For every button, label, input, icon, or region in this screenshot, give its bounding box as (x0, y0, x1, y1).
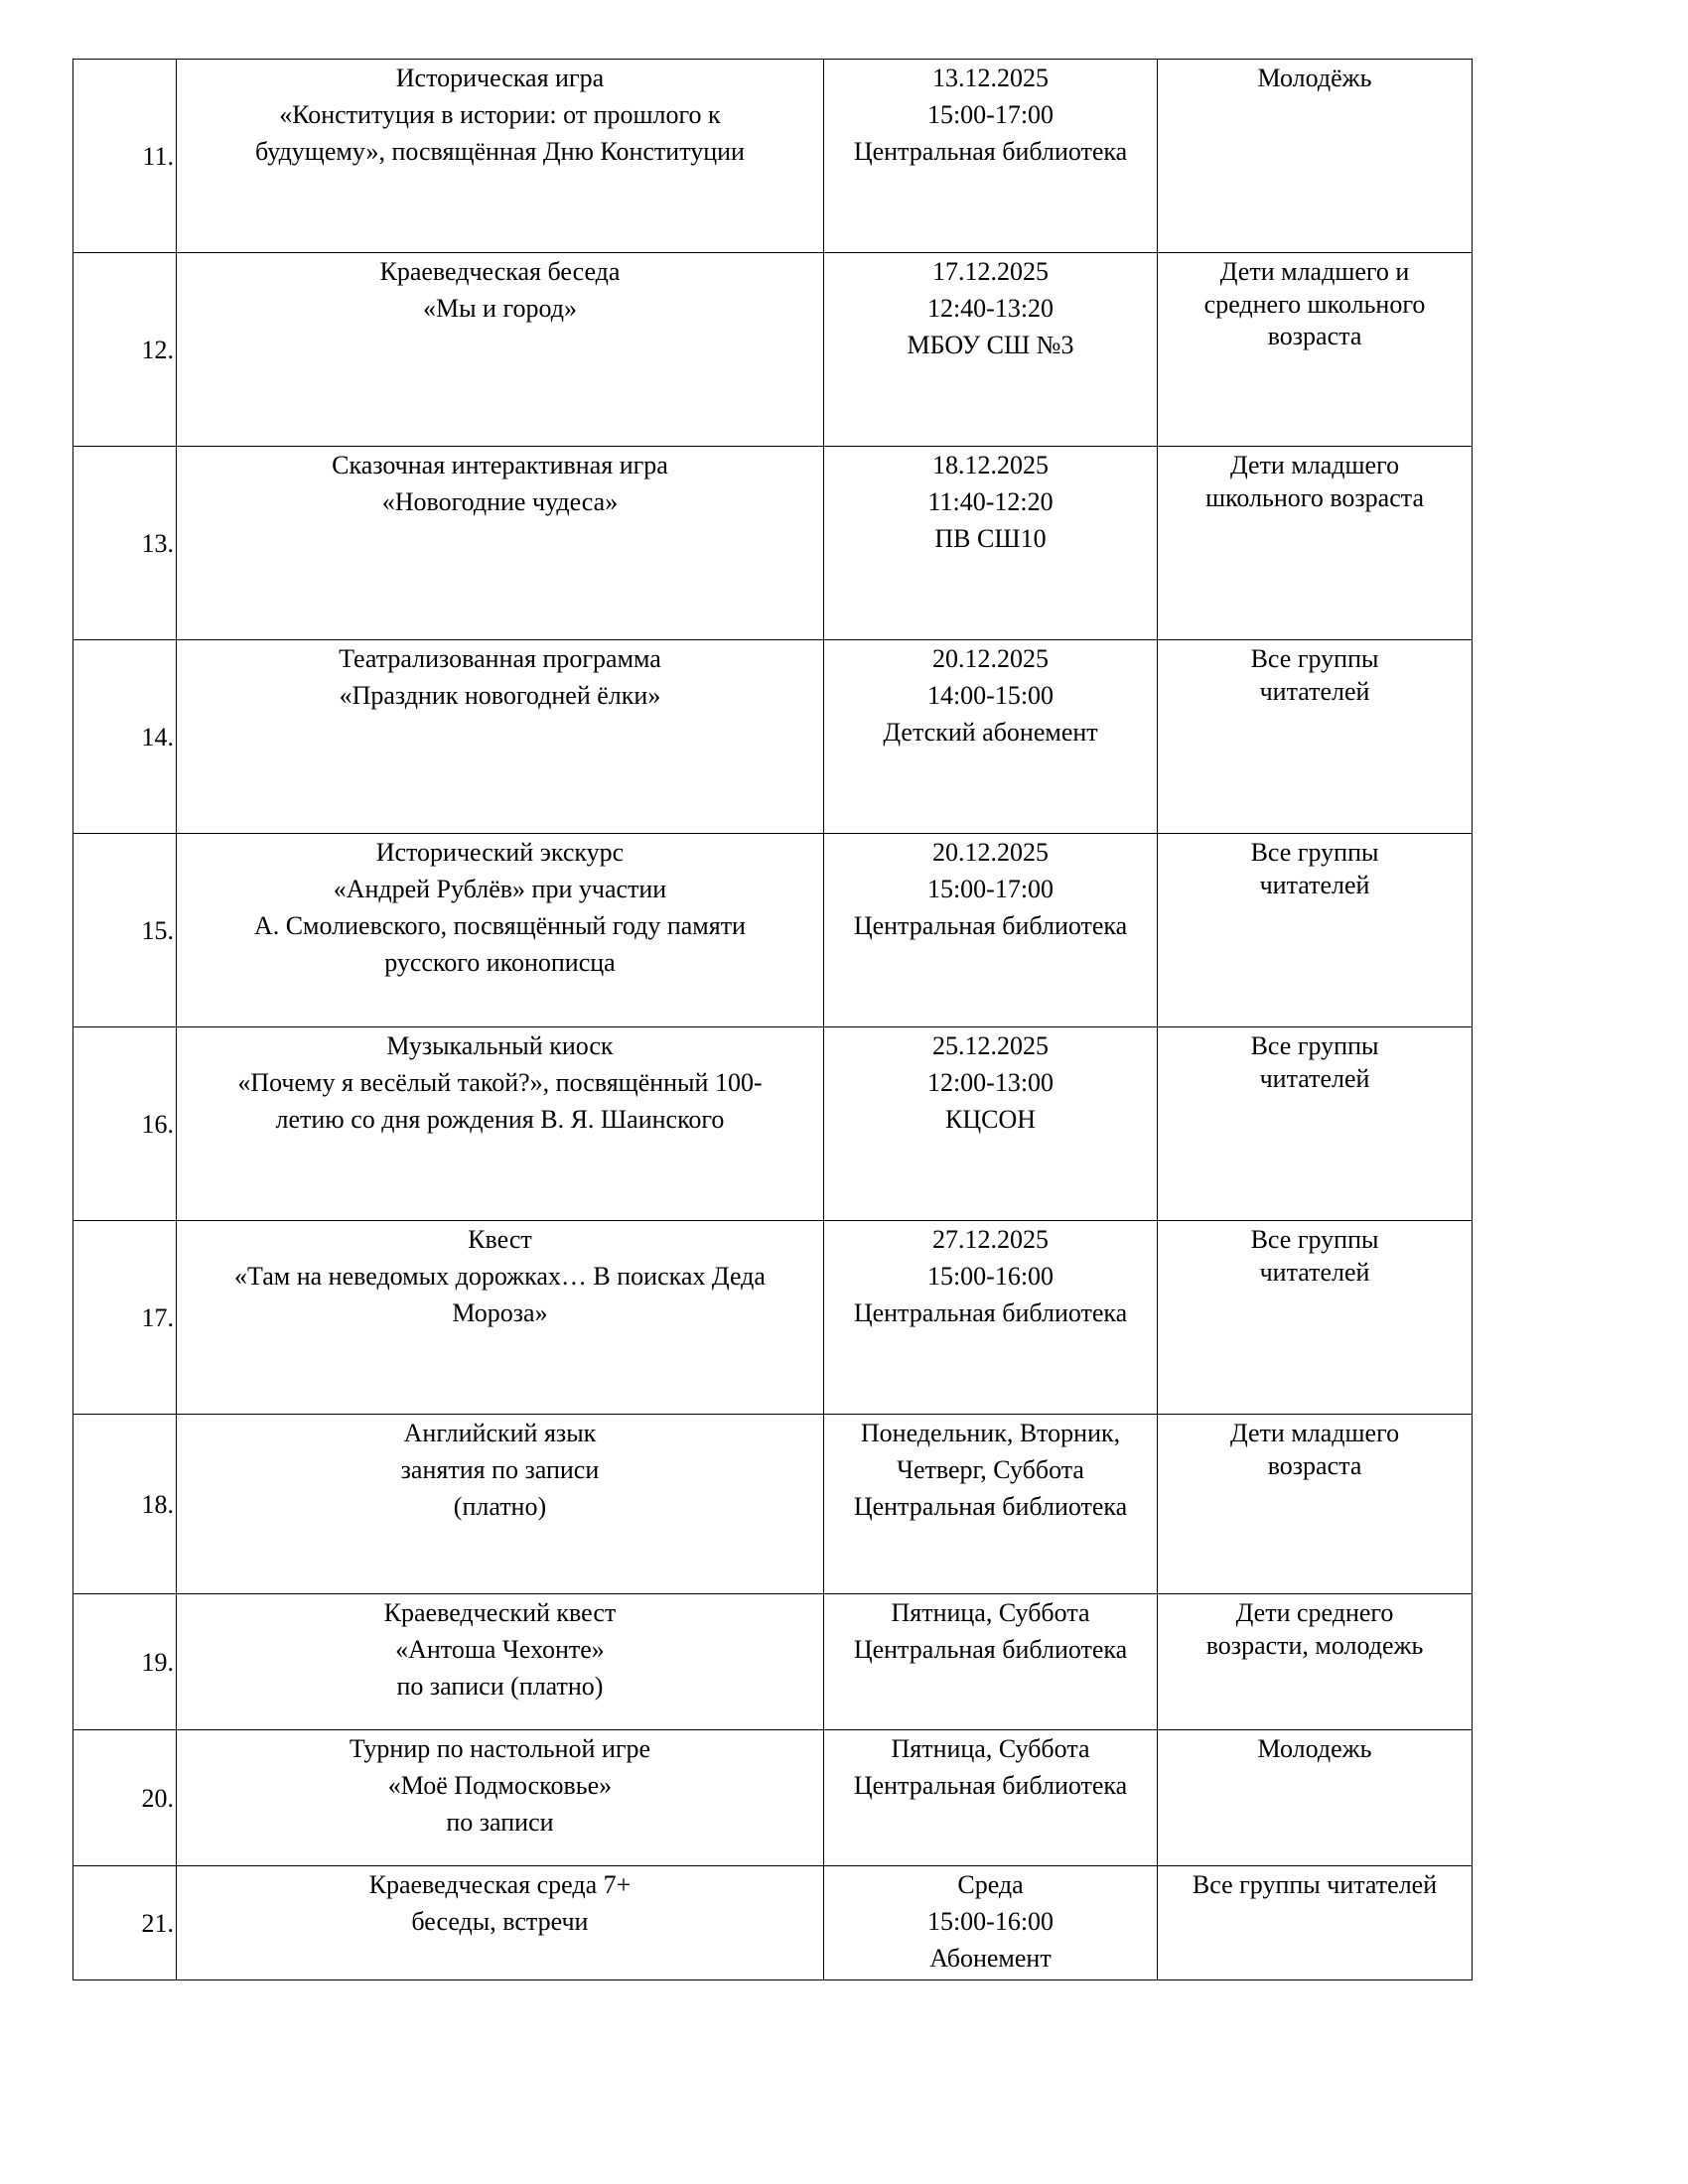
table-row (73, 1221, 1473, 1415)
event-cell-line: «Мы и город» (422, 294, 577, 323)
date-place-cell-line: 17.12.2025 (932, 257, 1050, 286)
date-place-cell-line: 18.12.2025 (932, 451, 1050, 479)
event-cell (176, 1027, 823, 1221)
audience-cell-line: Дети младшего (1229, 1419, 1400, 1447)
row-number: 12. (73, 253, 177, 447)
audience-cell-content (1166, 834, 1464, 901)
event-cell-line: Исторический экскурс (375, 838, 625, 867)
audience-cell-line: возраста (1267, 1450, 1362, 1480)
events-table (72, 59, 1473, 1980)
row-number: 17. (73, 1221, 177, 1415)
table-row (73, 834, 1473, 1027)
audience-cell (1158, 1730, 1473, 1866)
date-place-cell-line: Среда (957, 1870, 1024, 1899)
event-cell-content (185, 253, 815, 327)
event-cell (176, 1866, 823, 1980)
date-place-cell-line: Центральная библиотека (853, 1492, 1128, 1521)
date-place-cell-content (832, 60, 1149, 170)
audience-cell-line: читателей (1259, 1063, 1370, 1093)
event-cell-line: беседы, встречи (411, 1907, 589, 1936)
event-cell-content (185, 640, 815, 714)
events-table-body (73, 60, 1473, 1980)
date-place-cell-line: 11:40-12:20 (927, 487, 1054, 516)
table-row (73, 640, 1473, 834)
event-cell-line: «Антоша Чехонте» (395, 1635, 605, 1664)
table-row (73, 447, 1473, 640)
date-place-cell-line: Пятница, Суббота (891, 1598, 1090, 1627)
date-place-cell (823, 1866, 1157, 1980)
audience-cell-line: читателей (1259, 1257, 1370, 1287)
audience-cell (1158, 60, 1473, 253)
event-cell-line: по записи (446, 1808, 554, 1837)
event-cell-content (185, 60, 815, 170)
date-place-cell-line: 15:00-16:00 (926, 1262, 1055, 1291)
date-place-cell-line: 14:00-15:00 (926, 681, 1055, 710)
row-number: 19. (73, 1594, 177, 1730)
event-cell-line: «Праздник новогодней ёлки» (339, 681, 661, 710)
event-cell-line: Сказочная интерактивная игра (332, 451, 668, 479)
date-place-cell-content (832, 834, 1149, 944)
date-place-cell-line: КЦСОН (945, 1105, 1037, 1134)
audience-cell-content (1166, 60, 1464, 95)
event-cell-line: Турнир по настольной игре (349, 1734, 651, 1763)
date-place-cell (823, 253, 1157, 447)
audience-cell-content (1166, 1594, 1464, 1662)
event-cell-line: Английский язык (403, 1419, 597, 1447)
date-place-cell-line: 13.12.2025 (932, 64, 1050, 92)
row-number: 11. (73, 60, 177, 253)
date-place-cell-content (832, 1027, 1149, 1138)
date-place-cell-line: Центральная библиотека (853, 137, 1128, 166)
audience-cell-content (1166, 1730, 1464, 1766)
audience-cell-line: Дети младшего и (1219, 257, 1410, 286)
event-cell-line: Музыкальный киоск (386, 1031, 614, 1060)
date-place-cell-line: МБОУ СШ №3 (907, 331, 1074, 359)
date-place-cell-line: ПВ СШ10 (934, 524, 1047, 553)
audience-cell (1158, 1221, 1473, 1415)
event-cell-content (185, 1027, 815, 1138)
event-cell (176, 1221, 823, 1415)
event-cell-content (185, 1415, 815, 1525)
date-place-cell-line: 12:00-13:00 (926, 1068, 1055, 1097)
audience-cell-line: школьного возраста (1205, 482, 1424, 512)
audience-cell-content (1166, 1415, 1464, 1482)
date-place-cell (823, 834, 1157, 1027)
event-cell-line: «Конституция в истории: от прошлого к (279, 100, 721, 129)
audience-cell (1158, 1027, 1473, 1221)
event-cell-line: Квест (468, 1225, 532, 1254)
event-cell-line: «Андрей Рублёв» при участии (333, 875, 667, 903)
event-cell-line: «Моё Подмосковье» (387, 1771, 613, 1800)
date-place-cell-line: 20.12.2025 (932, 838, 1050, 867)
row-number: 21. (73, 1866, 177, 1980)
audience-cell-line: возрасти, молодежь (1205, 1630, 1424, 1660)
audience-cell-content (1166, 447, 1464, 514)
audience-cell-line: Все группы (1250, 644, 1379, 673)
event-cell-line: «Там на неведомых дорожках… В поисках Деда (233, 1262, 766, 1291)
date-place-cell-line: Детский абонемент (883, 718, 1098, 747)
event-cell-line: «Почему я весёлый такой?», посвящённый 100- (237, 1068, 763, 1097)
audience-cell-content (1166, 253, 1464, 353)
audience-cell-line: читателей (1259, 676, 1370, 706)
event-cell-line: А. Смолиевского, посвящённый году памяти (253, 911, 746, 940)
date-place-cell-line: Центральная библиотека (853, 1635, 1128, 1664)
audience-cell-line: Дети младшего (1229, 451, 1400, 479)
event-cell (176, 640, 823, 834)
audience-cell (1158, 447, 1473, 640)
audience-cell (1158, 1594, 1473, 1730)
event-cell (176, 447, 823, 640)
date-place-cell-line: Абонемент (929, 1944, 1052, 1973)
date-place-cell-content (832, 1415, 1149, 1525)
date-place-cell-content (832, 1730, 1149, 1804)
event-cell (176, 1594, 823, 1730)
audience-cell-line: возраста (1267, 322, 1362, 350)
date-place-cell-line: 15:00-16:00 (926, 1907, 1055, 1936)
date-place-cell-line: Понедельник, Вторник, (860, 1419, 1121, 1447)
audience-cell-content (1166, 1221, 1464, 1289)
event-cell-line: (платно) (453, 1492, 547, 1521)
row-number: 16. (73, 1027, 177, 1221)
date-place-cell-line: 25.12.2025 (932, 1031, 1050, 1060)
date-place-cell-line: Пятница, Суббота (891, 1734, 1090, 1763)
date-place-cell-line: 27.12.2025 (932, 1225, 1050, 1254)
date-place-cell-content (832, 640, 1149, 751)
audience-cell-line: среднего школьного (1203, 289, 1426, 319)
event-cell (176, 1415, 823, 1594)
date-place-cell (823, 1027, 1157, 1221)
event-cell (176, 60, 823, 253)
audience-cell-line: читателей (1259, 870, 1370, 899)
event-cell-line: по записи (платно) (396, 1672, 604, 1701)
date-place-cell-content (832, 253, 1149, 363)
date-place-cell-line: 15:00-17:00 (926, 875, 1055, 903)
audience-cell-line: Молодёжь (1257, 64, 1372, 92)
row-number: 13. (73, 447, 177, 640)
audience-cell-content (1166, 1027, 1464, 1095)
date-place-cell-content (832, 1221, 1149, 1331)
event-cell-line: Мороза» (452, 1298, 548, 1327)
audience-cell-line: Молодежь (1257, 1734, 1372, 1763)
event-cell-line: Краеведческая среда 7+ (368, 1870, 632, 1899)
audience-cell (1158, 253, 1473, 447)
table-row (73, 1594, 1473, 1730)
event-cell-content (185, 1221, 815, 1331)
audience-cell-content (1166, 640, 1464, 708)
audience-cell (1158, 1866, 1473, 1980)
audience-cell-line: Все группы (1250, 1031, 1379, 1060)
event-cell-line: занятия по записи (400, 1455, 600, 1484)
event-cell (176, 834, 823, 1027)
date-place-cell-line: 12:40-13:20 (926, 294, 1055, 323)
table-row (73, 253, 1473, 447)
event-cell-content (185, 1594, 815, 1705)
event-cell-line: летию со дня рождения В. Я. Шаинского (275, 1105, 725, 1134)
date-place-cell (823, 1594, 1157, 1730)
event-cell (176, 1730, 823, 1866)
date-place-cell (823, 1221, 1157, 1415)
table-row (73, 1866, 1473, 1980)
audience-cell-line: Дети среднего (1235, 1598, 1394, 1627)
event-cell-content (185, 447, 815, 520)
event-cell-line: Краеведческая беседа (379, 257, 621, 286)
date-place-cell (823, 447, 1157, 640)
date-place-cell-line: Центральная библиотека (853, 1298, 1128, 1327)
date-place-cell-line: 15:00-17:00 (926, 100, 1055, 129)
table-row (73, 1415, 1473, 1594)
date-place-cell (823, 60, 1157, 253)
event-cell-content (185, 1866, 815, 1940)
event-cell-line: русского иконописца (384, 948, 616, 977)
date-place-cell-line: Центральная библиотека (853, 1771, 1128, 1800)
date-place-cell-line: Четверг, Суббота (897, 1455, 1084, 1484)
event-cell (176, 253, 823, 447)
event-cell-content (185, 1730, 815, 1841)
event-cell-line: Историческая игра (395, 64, 605, 92)
event-cell-line: Театрализованная программа (339, 644, 661, 673)
audience-cell-line: Все группы (1250, 1225, 1379, 1254)
date-place-cell-line: 20.12.2025 (932, 644, 1050, 673)
table-row (73, 1730, 1473, 1866)
row-number: 18. (73, 1415, 177, 1594)
date-place-cell (823, 640, 1157, 834)
row-number: 15. (73, 834, 177, 1027)
date-place-cell (823, 1415, 1157, 1594)
event-cell-line: будущему», посвящённая Дню Конституции (254, 137, 745, 166)
date-place-cell-content (832, 447, 1149, 557)
audience-cell-line: Все группы (1250, 838, 1379, 867)
event-cell-content (185, 834, 815, 981)
row-number: 20. (73, 1730, 177, 1866)
audience-cell-content (1166, 1866, 1464, 1902)
row-number: 14. (73, 640, 177, 834)
table-row (73, 1027, 1473, 1221)
audience-cell (1158, 640, 1473, 834)
date-place-cell (823, 1730, 1157, 1866)
audience-cell (1158, 1415, 1473, 1594)
table-row (73, 60, 1473, 253)
date-place-cell-content (832, 1866, 1149, 1977)
audience-cell-line: Все группы читателей (1192, 1870, 1438, 1899)
audience-cell (1158, 834, 1473, 1027)
event-cell-line: «Новогодние чудеса» (381, 487, 619, 516)
date-place-cell-content (832, 1594, 1149, 1668)
date-place-cell-line: Центральная библиотека (853, 911, 1128, 940)
event-cell-line: Краеведческий квест (383, 1598, 617, 1627)
